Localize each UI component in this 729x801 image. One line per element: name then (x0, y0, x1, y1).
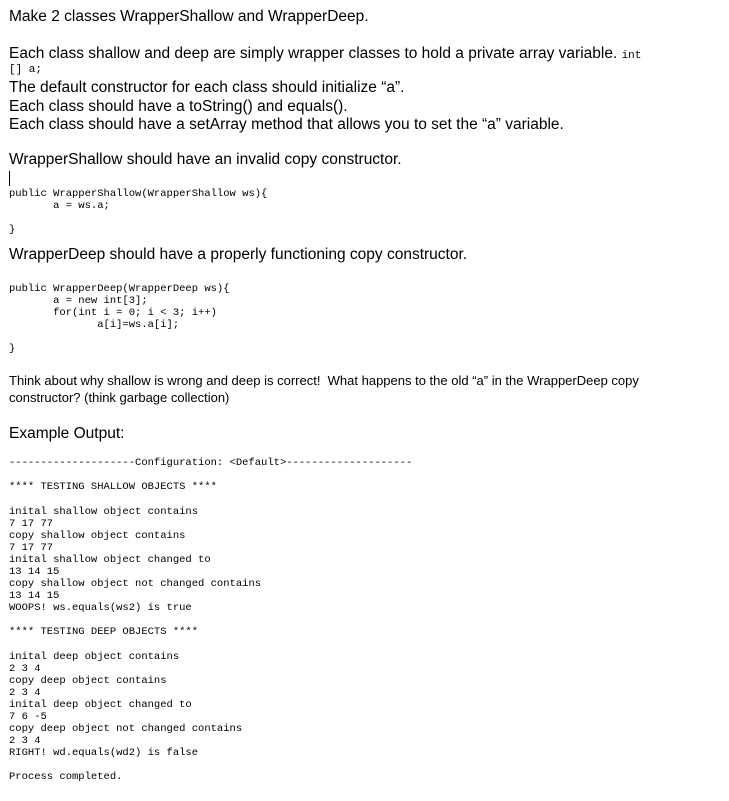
output-line: 13 14 15 (9, 590, 60, 602)
output-line: inital deep object contains (9, 651, 180, 663)
intro-desc1-code: int (621, 50, 642, 62)
shallow-heading: WrapperShallow should have an invalid copy constructor. (9, 151, 402, 168)
output-line: copy deep object not changed contains (9, 723, 243, 735)
output-line: 7 17 77 (9, 518, 54, 530)
output-line: inital shallow object changed to (9, 554, 211, 566)
output-config-line: --------------------Configuration: <Default>-------------------- (9, 457, 413, 469)
output-line: 7 6 -5 (9, 711, 47, 723)
output-line: inital deep object changed to (9, 699, 192, 711)
output-line: WOOPS! ws.equals(ws2) is true (9, 602, 192, 614)
code-line: a = ws.a; (9, 200, 110, 212)
think-line-2: constructor? (think garbage collection) (9, 390, 230, 405)
intro-desc4: Each class should have a setArray method that allows you to set the “a” variable. (9, 116, 564, 133)
deep-code-block (9, 283, 230, 355)
output-process-completed: Process completed. (9, 771, 123, 783)
code-line (9, 331, 230, 343)
code-line (9, 212, 267, 224)
intro-desc1-code-cont: [] a; (9, 64, 43, 76)
code-line: for(int i = 0; i < 3; i++) (9, 307, 217, 319)
output-shallow-header: **** TESTING SHALLOW OBJECTS **** (9, 481, 217, 493)
code-line: } (9, 224, 16, 236)
output-line: 7 17 77 (9, 542, 54, 554)
code-line: } (9, 343, 16, 355)
doc-title: Make 2 classes WrapperShallow and WrapperDeep. (9, 8, 369, 25)
console-output (9, 457, 412, 783)
think-line-1: Think about why shallow is wrong and deep is correct! What happens to the old “a” in the WrapperDeep copy (9, 373, 639, 388)
code-line: public WrapperDeep(WrapperDeep ws){ (9, 283, 230, 295)
intro-desc1-text: Each class shallow and deep are simply wrapper classes to hold a private array variable. (9, 45, 618, 62)
output-line: 13 14 15 (9, 566, 60, 578)
intro-desc3: Each class should have a toString() and equals(). (9, 98, 348, 115)
deep-heading: WrapperDeep should have a properly functioning copy constructor. (9, 246, 468, 263)
shallow-code-block (9, 188, 267, 236)
code-line: public WrapperShallow(WrapperShallow ws){ (9, 188, 268, 200)
output-line: 2 3 4 (9, 735, 41, 747)
intro-desc1 (9, 44, 641, 63)
output-deep-header: **** TESTING DEEP OBJECTS **** (9, 626, 199, 638)
output-line: copy shallow object contains (9, 530, 186, 542)
output-line: RIGHT! wd.equals(wd2) is false (9, 747, 199, 759)
intro-desc2: The default constructor for each class should initialize “a”. (9, 79, 405, 96)
output-line: 2 3 4 (9, 687, 41, 699)
output-line: 2 3 4 (9, 663, 41, 675)
output-line: inital shallow object contains (9, 506, 199, 518)
text-cursor (9, 171, 10, 186)
code-line: a[i]=ws.a[i]; (9, 319, 180, 331)
output-line: copy deep object contains (9, 675, 167, 687)
code-line: a = new int[3]; (9, 295, 148, 307)
example-heading: Example Output: (9, 425, 125, 442)
output-line: copy shallow object not changed contains (9, 578, 262, 590)
